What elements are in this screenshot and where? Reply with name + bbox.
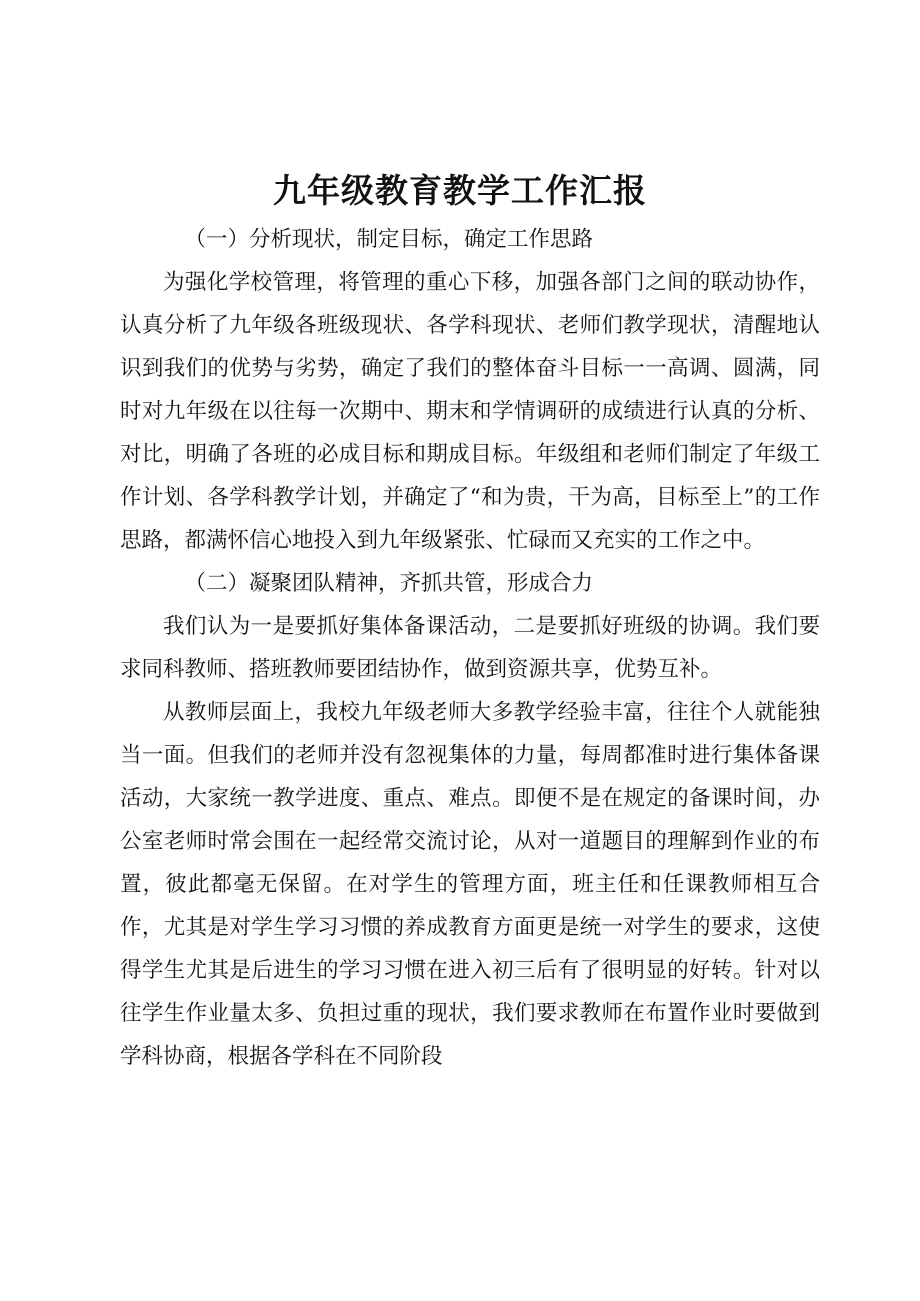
section-heading-2: （二）凝聚团队精神，齐抓共管，形成合力 bbox=[184, 571, 594, 596]
section-heading-1: （一）分析现状，制定目标，确定工作思路 bbox=[184, 227, 594, 252]
paragraph-2: 我们认为一是要抓好集体备课活动，二是要抓好班级的协调。我们要求同科教师、搭班教师要团结协作，做到资源共享，优势互补。 bbox=[120, 614, 820, 682]
paragraph-1: 为强化学校管理，将管理的重心下移，加强各部门之间的联动协作，认真分析了九年级各班级现状、各学科现状、老师们教学现状，清醒地认识到我们的优势与劣势，确定了我们的整体奋斗目标一一高调、圆满，同时对九年级在以往每一次期中、期末和学情调研的成绩进行认真的分析、对比，明确了各班的必成目标和期成目标。年级组和老师们制定了年级工作计划、各学科教学计划，并确定了“和为贵，干为高，目标至上”的工作思路，都满怀信心地投入到九年级紧张、忙碌而又充实的工作之中。 bbox=[120, 270, 820, 553]
paragraph-3: 从教师层面上，我校九年级老师大多教学经验丰富，往往个人就能独当一面。但我们的老师并没有忽视集体的力量，每周都准时进行集体备课活动，大家统一教学进度、重点、难点。即便不是在规定的备课时间，办公室老师时常会围在一起经常交流讨论，从对一道题目的理解到作业的布置，彼此都毫无保留。在对学生的管理方面，班主任和任课教师相互合作，尤其是对学生学习习惯的养成教育方面更是统一对学生的要求，这使得学生尤其是后进生的学习习惯在进入初三后有了很明显的好转。针对以往学生作业量太多、负担过重的现状，我们要求教师在布置作业时要做到学科协商，根据各学科在不同阶段 bbox=[120, 700, 820, 1069]
document-title: 九年级教育教学工作汇报 bbox=[273, 171, 647, 210]
document-body bbox=[120, 218, 820, 1078]
